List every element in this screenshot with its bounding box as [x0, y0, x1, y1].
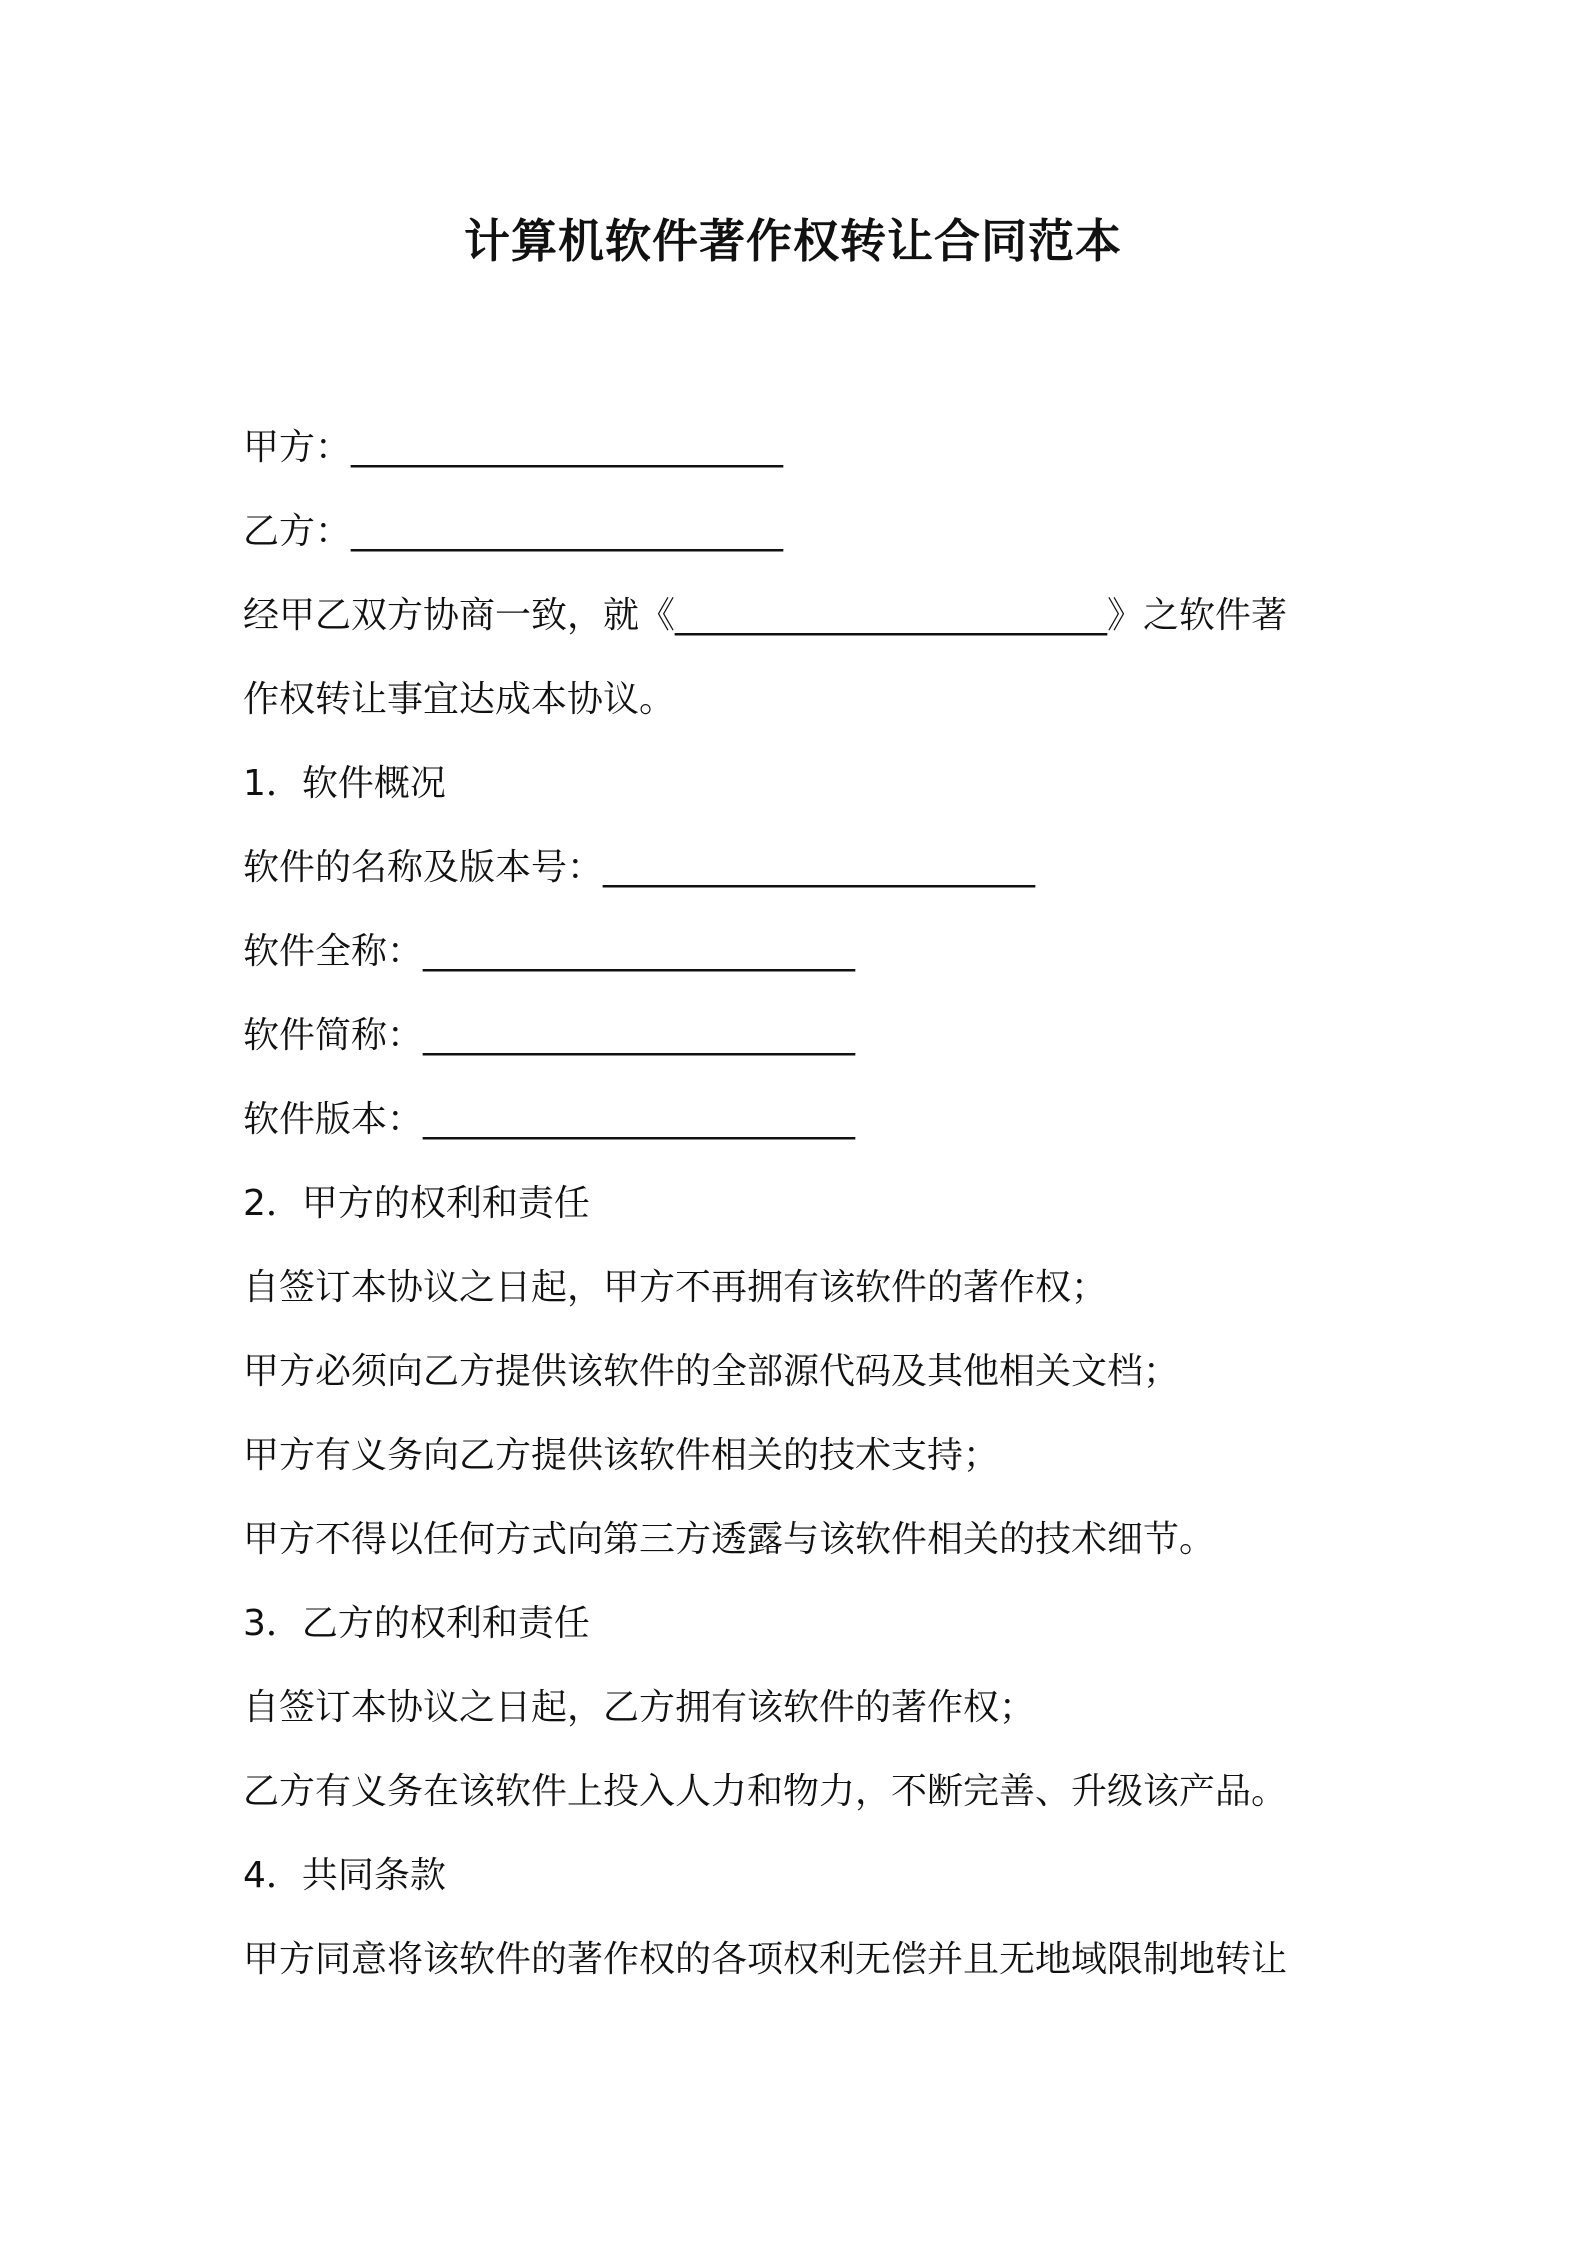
intro-paragraph-line-2: 作权转让事宜达成本协议。	[243, 679, 676, 720]
section-3-clause-2: 乙方有义务在该软件上投入人力和物力，不断完善、升级该产品。	[243, 1771, 1288, 1812]
software-full-name-line: 软件全称：________________________	[243, 931, 856, 972]
section-2-clause-3: 甲方有义务向乙方提供该软件相关的技术支持；	[243, 1435, 1000, 1476]
intro-paragraph-line-1: 经甲乙双方协商一致，就《________________________》之软件著	[243, 595, 1288, 636]
section-1-heading: 1．软件概况	[243, 763, 446, 804]
section-2-clause-4: 甲方不得以任何方式向第三方透露与该软件相关的技术细节。	[243, 1519, 1216, 1560]
software-name-version-line: 软件的名称及版本号：________________________	[243, 847, 1036, 888]
section-2-clause-1: 自签订本协议之日起，甲方不再拥有该软件的著作权；	[243, 1267, 1108, 1308]
software-version-line: 软件版本：________________________	[243, 1099, 856, 1140]
section-3-clause-1: 自签订本协议之日起，乙方拥有该软件的著作权；	[243, 1687, 1036, 1728]
software-short-name-line: 软件简称：________________________	[243, 1015, 856, 1056]
document-title: 计算机软件著作权转让合同范本	[464, 214, 1122, 268]
party-a-line: 甲方：________________________	[243, 427, 784, 468]
party-b-line: 乙方：________________________	[243, 511, 784, 552]
section-2-clause-2: 甲方必须向乙方提供该软件的全部源代码及其他相关文档；	[243, 1351, 1180, 1392]
section-4-clause-1: 甲方同意将该软件的著作权的各项权利无偿并且无地域限制地转让	[243, 1939, 1288, 1980]
section-4-heading: 4．共同条款	[243, 1855, 446, 1896]
section-2-heading: 2．甲方的权利和责任	[243, 1183, 590, 1224]
document-body	[243, 406, 1353, 2002]
section-3-heading: 3．乙方的权利和责任	[243, 1603, 590, 1644]
